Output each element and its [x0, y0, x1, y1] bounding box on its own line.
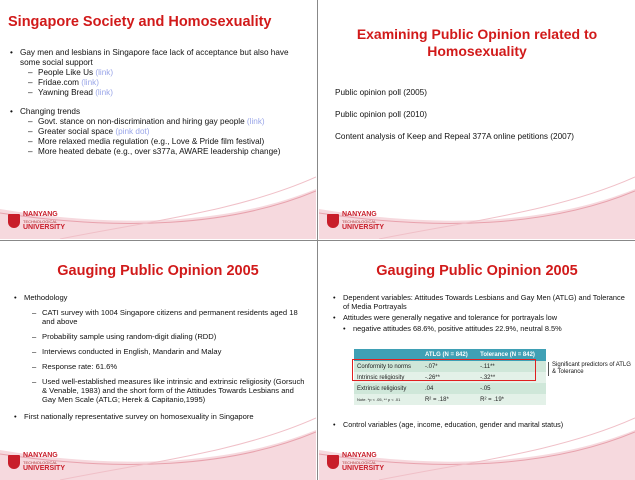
crest-icon [8, 455, 20, 469]
paragraph: Public opinion poll (2005) [335, 88, 427, 97]
slide-body [8, 48, 308, 157]
crest-icon [327, 214, 339, 228]
slide-2[interactable] [319, 0, 635, 239]
sub-bullet: – CATI survey with 1004 Singapore citizens and permanent residents aged 18 and above [12, 308, 308, 326]
link[interactable]: (link) [95, 88, 113, 97]
ntu-logo [8, 211, 65, 231]
table-cell: -.32** [477, 372, 546, 383]
logo-line3: UNIVERSITY [342, 223, 385, 231]
slide-body [331, 293, 627, 333]
table-header: Tolerance (N = 842) [477, 349, 546, 361]
paragraph: Content analysis of Keep and Repeal 377A online petitions (2007) [335, 132, 574, 141]
table-cell: Extrinsic religiosity [354, 383, 422, 394]
table-cell: .04 [422, 383, 477, 394]
sub-bullet-text: Govt. stance on non-discrimination and hiring gay people [38, 117, 245, 126]
slide-1[interactable] [0, 0, 316, 239]
table-cell: Conformity to norms [354, 361, 422, 372]
logo-line1: NANYANG [23, 452, 58, 459]
bullet: • Methodology [12, 293, 308, 302]
slide-3[interactable] [0, 241, 316, 480]
sub-bullet: – More relaxed media regulation (e.g., Love & Pride film festival) [8, 137, 308, 147]
sub-bullet: – Interviews conducted in English, Mandarin and Malay [12, 347, 308, 356]
slide-body [12, 293, 308, 421]
logo-line2: TECHNOLOGICAL [342, 459, 377, 465]
sub-bullet [8, 78, 308, 88]
crest-icon [327, 455, 339, 469]
logo-line3: UNIVERSITY [23, 223, 66, 231]
table-header: ATLG (N = 842) [422, 349, 477, 361]
table-cell: -.11** [477, 361, 546, 372]
ntu-logo [327, 211, 384, 231]
paragraph: Public opinion poll (2010) [335, 110, 427, 119]
table-row [354, 383, 546, 394]
logo-line3: UNIVERSITY [23, 464, 66, 472]
highlight-box [352, 359, 536, 381]
bullet: • Dependent variables: Attitudes Towards Lesbians and Gay Men (ATLG) and Tolerance of Media Portrayals [331, 293, 627, 311]
logo-line2: TECHNOLOGICAL [23, 459, 58, 465]
sub-bullet: – Probability sample using random-digit dialing (RDD) [12, 332, 308, 341]
crest-icon [8, 214, 20, 228]
sub-bullet [8, 68, 308, 78]
sub-bullet: – Used well-established measures like intrinsic and extrinsic religiosity (Gorsuch & Venable, 1983) and the short form of the Attitudes Towards Lesbians and Gay Men Scale (ATLG; Herek & Capitanio,1995) [12, 377, 308, 404]
bullet: • First nationally representative survey on homosexuality in Singapore [12, 412, 308, 421]
logo-line1: NANYANG [23, 211, 58, 218]
table-cell: R² = .19* [477, 394, 546, 405]
sub-bullet [8, 127, 308, 137]
sub-bullet-text: Yawning Bread [38, 88, 93, 97]
sub-bullet [8, 117, 308, 127]
table-cell: -.05 [477, 383, 546, 394]
table-row [354, 394, 546, 405]
bullet: • Control variables (age, income, education, gender and marital status) [331, 420, 635, 429]
logo-line1: NANYANG [342, 211, 377, 218]
sub-bullet [8, 88, 308, 98]
table-note: Note. *p < .05, ** p < .01 [354, 394, 422, 405]
table-cell: -.07* [422, 361, 477, 372]
slide-title: Gauging Public Opinion 2005 [57, 263, 259, 279]
sub-bullet: • negative attitudes 68.6%, positive attitudes 22.9%, neutral 8.5% [331, 324, 627, 333]
table-cell: -.26** [422, 372, 477, 383]
slide-body [335, 88, 625, 154]
table-cell: Intrinsic religiosity [354, 372, 422, 383]
ntu-logo [327, 452, 384, 472]
bullet: • Attitudes were generally negative and tolerance for portrayals low [331, 313, 627, 322]
logo-line1: NANYANG [342, 452, 377, 459]
link[interactable]: (link) [246, 117, 265, 126]
slide-title: Examining Public Opinion related to Homosexuality [356, 26, 598, 59]
bullet: • Changing trends [8, 107, 308, 117]
logo-line2: TECHNOLOGICAL [23, 218, 58, 224]
link[interactable]: (link) [81, 78, 99, 87]
slide-title: Gauging Public Opinion 2005 [376, 263, 578, 279]
sub-bullet-text: People Like Us [38, 68, 94, 77]
logo-line2: TECHNOLOGICAL [342, 218, 377, 224]
sub-bullet: – More heated debate (e.g., over s377a, AWARE leadership change) [8, 147, 308, 157]
link[interactable]: (pink dot) [115, 127, 150, 136]
ntu-logo [8, 452, 65, 472]
slide-title: Singapore Society and Homosexuality [8, 14, 272, 30]
sub-bullet: – Response rate: 61.6% [12, 362, 308, 371]
annotation: Significant predictors of ATLG & Tolerance [548, 362, 635, 376]
table-cell: R² = .18* [422, 394, 477, 405]
link[interactable]: (link) [95, 68, 114, 77]
sub-bullet-text: Fridae.com [38, 78, 79, 87]
logo-line3: UNIVERSITY [342, 464, 385, 472]
slide-4[interactable] [319, 241, 635, 480]
bullet: • Gay men and lesbians in Singapore face lack of acceptance but also have some social support [8, 48, 308, 68]
sub-bullet-text: Greater social space [38, 127, 114, 136]
